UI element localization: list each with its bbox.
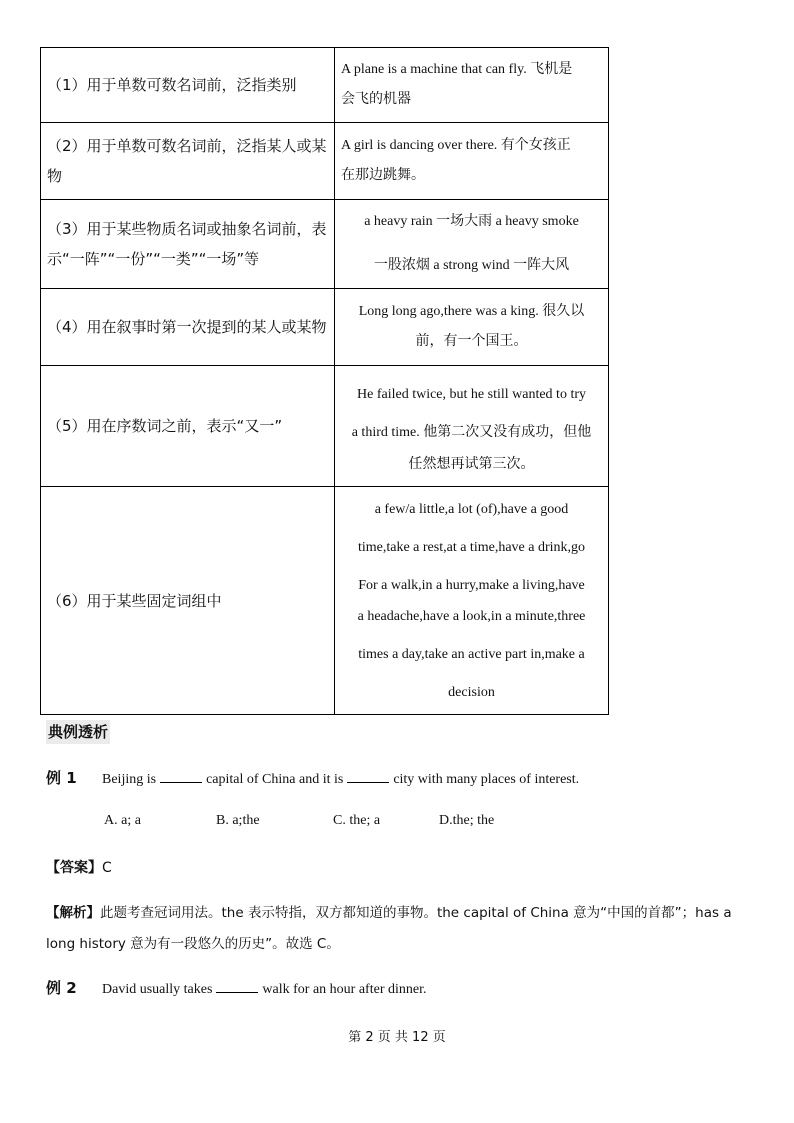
example-line: 前，有一个国王。: [415, 334, 528, 349]
example-line: 一股浓烟 a strong wind 一阵大风: [373, 258, 570, 273]
option-c: C. the; a: [333, 813, 381, 828]
explanation: [46, 898, 750, 960]
answer-value: C: [102, 860, 112, 876]
example-1-text-c: city with many places of interest.: [393, 772, 580, 787]
example-2-text-b: walk for an hour after dinner.: [262, 982, 427, 997]
usage-example-cell: [335, 289, 609, 366]
example-line: For a walk,in a hurry,make a living,have: [358, 577, 585, 593]
example-line: a heavy rain 一场大雨 a heavy smoke: [364, 214, 579, 229]
option-b: B. a;the: [216, 813, 260, 828]
table-row: [41, 123, 609, 200]
table-row: [41, 487, 609, 715]
usage-rule-cell: （3）用于某些物质名词或抽象名词前，表示“一阵”“一份”“一类”“一场”等: [41, 200, 335, 289]
usage-rule-cell: （1）用于单数可数名词前，泛指类别: [41, 48, 335, 123]
usage-rule-cell: （4）用在叙事时第一次提到的某人或某物: [41, 289, 335, 366]
answer-label: 【答案】: [46, 860, 102, 876]
blank-3: [216, 980, 258, 993]
option-d: D.the; the: [439, 813, 495, 828]
article-usage-table: [40, 47, 609, 715]
example-2-question: [46, 977, 426, 998]
example-line: time,take a rest,at a time,have a drink,go: [357, 539, 586, 555]
example-line: a few/a little,a lot (of),have a good: [374, 501, 569, 517]
usage-example-cell: [335, 366, 609, 487]
table-row: [41, 289, 609, 366]
example-1-text-a: Beijing is: [102, 772, 157, 787]
table-row: [41, 48, 609, 123]
example-1-options: [104, 813, 494, 829]
example-1-label: 例 1: [46, 769, 77, 787]
usage-example-cell: [335, 48, 609, 123]
usage-example-cell: [335, 487, 609, 715]
section-heading: 典例透析: [46, 720, 110, 744]
example-1-text-b: capital of China and it is: [206, 772, 344, 787]
example-1-question: [46, 767, 579, 788]
example-line: 会飞的机器: [341, 92, 411, 107]
usage-rule-cell: （6）用于某些固定词组中: [41, 487, 335, 715]
example-line: times a day,take an active part in,make a: [358, 646, 585, 662]
example-line: a third time. 他第二次又没有成功，但他: [351, 424, 592, 440]
blank-2: [347, 770, 389, 783]
usage-example-cell: [335, 123, 609, 200]
option-a: A. a; a: [104, 813, 141, 828]
example-line: He failed twice, but he still wanted to try: [357, 386, 586, 402]
table-row: [41, 200, 609, 289]
table-row: [41, 366, 609, 487]
example-line: Long long ago,there was a king. 很久以: [358, 304, 585, 319]
page-footer: 第 2 页 共 12 页: [348, 1030, 446, 1045]
example-line: A girl is dancing over there. 有个女孩正: [341, 138, 571, 153]
example-line: 任然想再试第三次。: [408, 456, 535, 472]
example-line: A plane is a machine that can fly. 飞机是: [341, 62, 573, 77]
example-line: 在那边跳舞。: [341, 168, 425, 183]
example-2-label: 例 2: [46, 979, 77, 997]
answer: [46, 857, 112, 877]
example-line: decision: [448, 684, 495, 700]
usage-rule-cell: （2）用于单数可数名词前，泛指某人或某物: [41, 123, 335, 200]
usage-rule-cell: （5）用在序数词之前，表示“又一”: [41, 366, 335, 487]
usage-example-cell: [335, 200, 609, 289]
explanation-label: 【解析】: [46, 905, 100, 921]
blank-1: [160, 770, 202, 783]
example-2-text-a: David usually takes: [102, 982, 213, 997]
example-line: a headache,have a look,in a minute,three: [357, 608, 586, 624]
explanation-text: 此题考查冠词用法。the 表示特指，双方都知道的事物。the capital of China 意为“中国的首都”；has a long history 意为有一段悠久的历史”。故选 C。: [46, 905, 732, 952]
